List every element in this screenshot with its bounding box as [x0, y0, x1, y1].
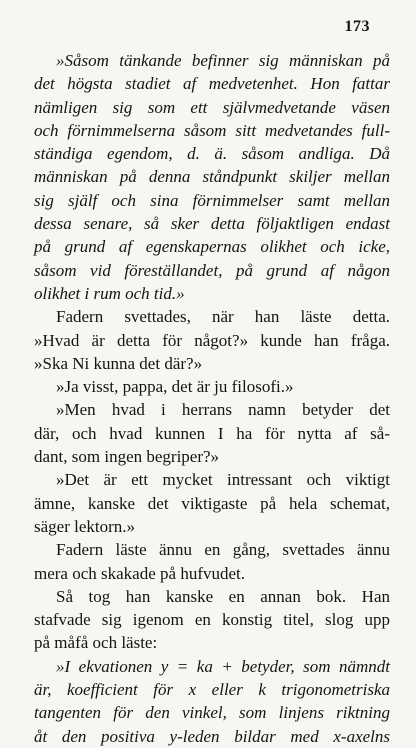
text-line: på måfå och läste:	[34, 633, 158, 653]
text-line: säger lektorn.»	[34, 516, 136, 536]
text-line: »Det är ett mycket intressant och viktigt	[56, 470, 390, 490]
text-line: dessa senare, så sker detta följaktligen endast	[34, 214, 390, 234]
text-line: »Men hvad i herrans namn betyder det	[56, 400, 390, 420]
text-line: åt den positiva y-leden bildar med x-axelns	[34, 726, 390, 746]
text-line: ständiga egendom, d. ä. såsom andliga. Då	[34, 144, 390, 164]
text-line: Fadern läste ännu en gång, svettades ännu	[56, 540, 390, 560]
text-line: Så tog han kanske en annan bok. Han	[56, 586, 390, 606]
text-line: på grund af egenskapernas olikhet och icke,	[34, 237, 390, 257]
text-line: dant, som ingen begriper?»	[34, 447, 220, 467]
text-line: olikhet i rum och tid.»	[34, 283, 185, 303]
body-text	[34, 49, 390, 748]
text-line: stafvade sig igenom en konstig titel, slog upp	[34, 610, 390, 630]
text-line: »Ja visst, pappa, det är ju filosofi.»	[56, 377, 294, 397]
text-line: och förnimmelserna såsom sitt medvetandes full-	[34, 120, 390, 140]
text-line: mera och skakade på hufvudet.	[34, 563, 245, 583]
page-number: 173	[344, 18, 370, 35]
text-line: såsom vid föreställandet, på grund af någon	[34, 260, 390, 280]
text-line: »Såsom tänkande befinner sig människan på	[56, 51, 390, 70]
text-line: Fadern svettades, när han läste detta.	[56, 307, 390, 327]
text-line: »I ekvationen y = ka + betyder, som nämndt	[56, 656, 390, 676]
text-line: sig själf och sina förnimmelser samt mellan	[34, 190, 390, 210]
text-line: människan på denna ståndpunkt skiljer mellan	[34, 167, 390, 187]
text-line: det högsta stadiet af medvetenhet. Hon fattar	[34, 74, 390, 94]
text-line: »Hvad är detta för något?» kunde han fråga.	[34, 330, 390, 350]
text-line: är, koefficient för x eller k trigonometriska	[34, 680, 390, 700]
text-line: där, och hvad kunnen I ha för nytta af så-	[34, 423, 390, 443]
text-line: ämne, kanske det viktigaste på hela schemat,	[34, 493, 390, 513]
text-line: nämligen sig som ett självmedvetande väsen	[34, 97, 390, 117]
text-line: tangenten för den vinkel, som linjens riktning	[34, 703, 390, 723]
text-line: »Ska Ni kunna det där?»	[34, 353, 203, 373]
